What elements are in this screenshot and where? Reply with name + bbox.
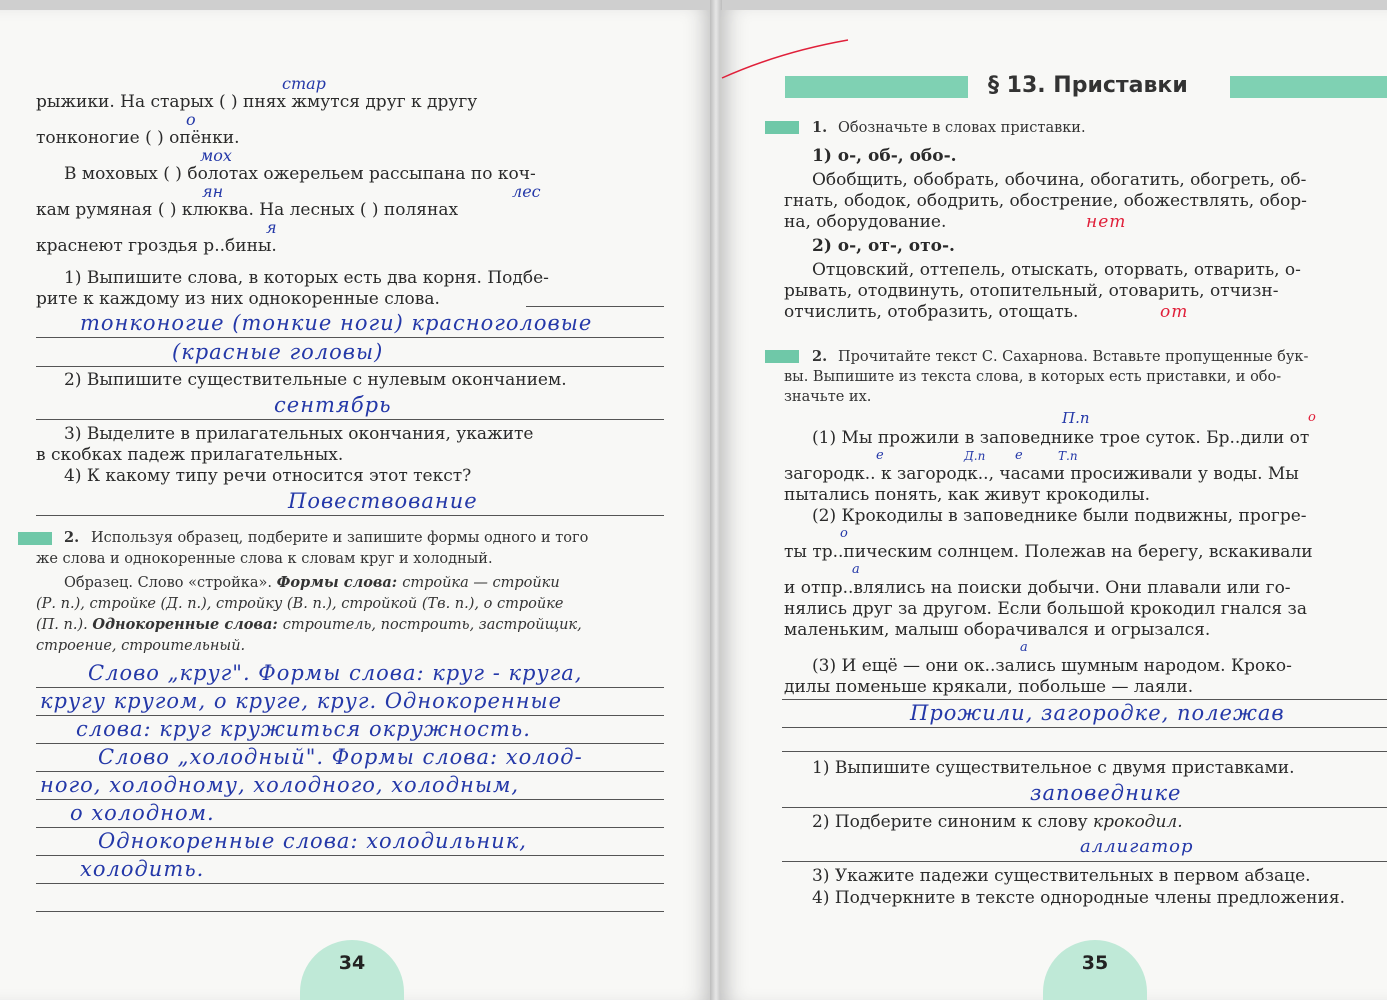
text-line: и отпр..влялись на поиски добычи. Они плавали или го- [784, 578, 1291, 598]
text-line: (1) Мы прожили в заповеднике трое суток. Бр..дили от [812, 428, 1310, 448]
question: в скобках падеж прилагательных. [36, 445, 344, 465]
question [812, 812, 1183, 832]
handwritten-answer: Прожили, загородке, полежав [910, 701, 1285, 725]
header-bar [785, 76, 968, 98]
handwritten-answer: Слово „круг". Формы слова: круг - круга, [88, 661, 583, 685]
task-number: 1. [812, 119, 828, 136]
answer-line [36, 419, 664, 420]
question-word: крокодил. [1093, 812, 1183, 832]
handwritten-answer: холодить. [80, 857, 205, 881]
answer-line [782, 807, 1387, 808]
answer-line [36, 515, 664, 516]
right-page [720, 10, 1387, 1000]
word-line: отчислить, отобразить, отощать. [784, 302, 1079, 322]
left-page [0, 10, 712, 1000]
word-line: гнать, ободок, ободрить, обострение, обожествлять, обор- [784, 191, 1307, 211]
answer-line [782, 727, 1387, 728]
margin-note: Т.п [1058, 449, 1078, 463]
question: 3) Укажите падежи существительных в первом абзаце. [812, 866, 1311, 886]
sample-line: строение, строительный. [36, 638, 246, 654]
page-number: 35 [1043, 940, 1147, 1000]
word-line: Отцовский, оттепель, отыскать, оторвать, отварить, о- [812, 260, 1301, 280]
task-marker [18, 532, 52, 545]
task-prompt: вы. Выпишите из текста слова, в которых есть приставки, и обо- [784, 369, 1282, 385]
answer-line [782, 861, 1387, 862]
task-number: 2. [64, 529, 80, 546]
forms-text: стройка — стройки [402, 575, 560, 591]
group-label: 1) о-, об-, обо-. [812, 146, 957, 166]
word-line: на, оборудование. [784, 212, 947, 232]
handwritten-answer: кругу кругом, о круге, круг. Однокоренные [40, 689, 563, 713]
text-line: (2) Крокодилы в заповеднике были подвижны, прогре- [812, 506, 1307, 526]
handwritten-answer: о холодном. [70, 801, 215, 825]
question: 2) Выпишите существительные с нулевым окончанием. [64, 370, 567, 390]
text-line: ты тр..пическим солнцем. Полежав на берегу, вскакивали [784, 542, 1313, 562]
margin-note: а [1020, 640, 1028, 655]
task-prompt: Используя образец, подберите и запишите формы одного и того [91, 530, 589, 546]
task-marker [765, 121, 799, 134]
red-correction: нет [1086, 212, 1127, 232]
forms-label: Формы слова: [276, 574, 403, 591]
handwritten-answer: заповеднике [1030, 781, 1182, 805]
text-line: маленьким, малыш оборачивался и огрызался. [784, 620, 1211, 640]
red-correction: от [1160, 302, 1189, 322]
sample-line: (Р. п.), стройке (Д. п.), стройку (В. п.), стройкой (Тв. п.), о стройке [36, 596, 564, 612]
related-text: строитель, построить, застройщик, [282, 617, 582, 633]
handwritten-insert: ян [202, 182, 224, 201]
header-bar [1230, 76, 1387, 98]
word-line: рывать, отодвинуть, отопительный, отоварить, отчизн- [784, 281, 1279, 301]
sample-intro: Образец. Слово «стройка». [64, 575, 277, 591]
task-prompt: значьте их. [784, 389, 872, 405]
margin-note: Д.п [964, 449, 986, 463]
margin-note: П.п [1062, 409, 1090, 427]
margin-note: о [840, 526, 848, 541]
handwritten-insert: стар [282, 74, 326, 93]
task-prompt: Обозначьте в словах приставки. [838, 120, 1086, 136]
handwritten-insert: я [266, 218, 277, 237]
answer-line [36, 911, 664, 912]
task-number: 2. [812, 348, 828, 365]
text-line: рыжики. На старых ( ) пнях жмутся друг к другу [36, 92, 478, 112]
text-line: В моховых ( ) болотах ожерельем рассыпана по коч- [64, 164, 536, 184]
margin-note: е [1015, 448, 1023, 463]
group-label: 2) о-, от-, ото-. [812, 236, 955, 256]
text-line: тонконогие ( ) опёнки. [36, 128, 240, 148]
handwritten-insert: о [186, 110, 196, 129]
answer-line [36, 366, 664, 367]
question: 4) К какому типу речи относится этот текст? [64, 466, 472, 486]
handwritten-insert: лес [512, 182, 541, 201]
sample-line [64, 573, 560, 593]
forms-text: (П. п.). [36, 617, 93, 633]
margin-note: е [876, 448, 884, 463]
question-text: 2) Подберите синоним к слову [812, 812, 1094, 832]
handwritten-answer: слова: круг кружиться окружность. [76, 717, 531, 741]
question: 4) Подчеркните в тексте однородные члены предложения. [812, 888, 1345, 908]
text-line: (3) И ещё — они ок..зались шумным народом. Кроко- [812, 656, 1292, 676]
margin-note: о [1308, 410, 1316, 425]
section-title: § 13. Приставки [988, 73, 1188, 98]
text-line: пытались понять, как живут крокодилы. [784, 485, 1151, 505]
text-line: кам румяная ( ) клюква. На лесных ( ) полянах [36, 200, 459, 220]
text-line: краснеют гроздья р..бины. [36, 236, 277, 256]
margin-note: а [852, 562, 860, 577]
page-number: 34 [300, 940, 404, 1000]
question: 3) Выделите в прилагательных окончания, укажите [64, 424, 534, 444]
answer-line [36, 883, 664, 884]
handwritten-answer: Слово „холодный". Формы слова: холод- [98, 745, 583, 769]
handwritten-answer: Однокоренные слова: холодильник, [98, 829, 527, 853]
handwritten-answer: Повествование [288, 489, 478, 513]
answer-line [526, 306, 664, 307]
task-prompt: же слова и однокоренные слова к словам круг и холодный. [36, 551, 493, 567]
handwritten-answer: сентябрь [274, 393, 392, 417]
related-label: Однокоренные слова: [92, 616, 283, 633]
question: 1) Выпишите существительное с двумя приставками. [812, 758, 1295, 778]
handwritten-answer: тонконогие (тонкие ноги) красноголовые [80, 311, 593, 335]
handwritten-insert: мох [200, 146, 232, 165]
word-line: Обобщить, обобрать, обочина, обогатить, обогреть, об- [812, 170, 1307, 190]
handwritten-answer: ного, холодному, холодного, холодным, [40, 773, 520, 797]
task-prompt: Прочитайте текст С. Сахарнова. Вставьте пропущенные бук- [838, 349, 1309, 365]
question: 1) Выпишите слова, в которых есть два корня. Подбе- [64, 268, 549, 288]
sample-line [36, 615, 582, 635]
handwritten-answer: (красные головы) [172, 340, 384, 364]
answer-line [782, 751, 1387, 752]
handwritten-answer: аллигатор [1080, 836, 1194, 857]
text-line: загородк.. к загородк.., часами просиживали у воды. Мы [784, 464, 1299, 484]
answer-line [36, 337, 664, 338]
task-marker [765, 350, 799, 363]
text-line: дилы поменьше крякали, побольше — лаяли. [784, 677, 1194, 697]
text-line: нялись друг за другом. Если большой крокодил гнался за [784, 599, 1307, 619]
question: рите к каждому из них однокоренные слова. [36, 289, 440, 309]
